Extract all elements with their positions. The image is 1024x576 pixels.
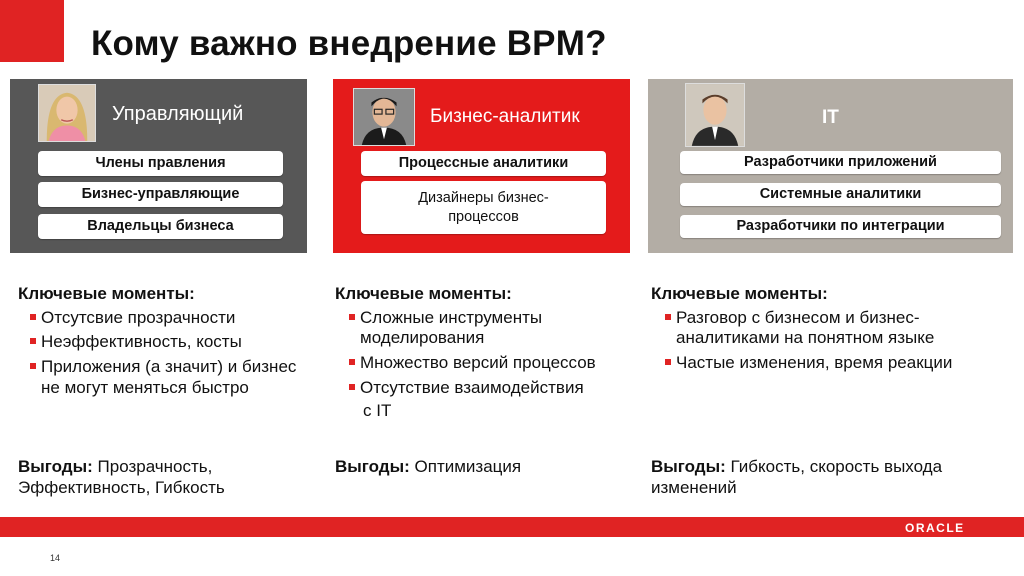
panel-manager	[10, 79, 307, 253]
bullet-icon	[30, 314, 36, 320]
analyst-item-process-analysts: Процессные аналитики	[361, 151, 606, 176]
list-item	[335, 308, 640, 349]
analyst-photo	[353, 88, 415, 146]
list-item	[335, 378, 640, 399]
analyst-role-label: Бизнес-аналитик	[430, 106, 580, 127]
list-item	[651, 308, 1016, 349]
manager-item-business-managers: Бизнес-управляющие	[38, 182, 283, 207]
bullet-icon	[349, 359, 355, 365]
slide-title: Кому важно внедрение BPM?	[91, 24, 607, 63]
bullet-icon	[349, 384, 355, 390]
key-points-heading: Ключевые моменты:	[18, 284, 195, 303]
footer-bar	[0, 517, 1024, 537]
it-item-app-developers: Разработчики приложений	[680, 151, 1001, 174]
benefit-analyst	[335, 456, 635, 477]
key-points-it	[651, 284, 1016, 378]
panel-business-analyst	[333, 79, 630, 253]
list-item-text: Разговор с бизнесом и бизнес-аналитиками на понятном языке	[676, 307, 935, 348]
list-continuation: с IT	[363, 400, 392, 420]
oracle-logo: ORACLE	[905, 521, 965, 535]
list-item-text: Неэффективность, косты	[41, 332, 242, 352]
manager-item-board: Члены правления	[38, 151, 283, 176]
man-portrait-icon	[686, 84, 744, 146]
list-item-text: Отсутствие взаимодействия	[360, 377, 584, 397]
page-number: 14	[50, 553, 61, 563]
list-item-text: Множество версий процессов	[360, 353, 596, 373]
analyst-item-process-designers	[361, 181, 606, 234]
benefit-it	[651, 456, 1016, 499]
benefit-label: Выгоды:	[651, 457, 726, 476]
list-item-text: Отсутсвие прозрачности	[41, 307, 236, 327]
key-points-heading: Ключевые моменты:	[651, 284, 828, 303]
benefit-label: Выгоды:	[18, 457, 93, 476]
bullet-icon	[665, 314, 671, 320]
manager-item-business-owners: Владельцы бизнеса	[38, 214, 283, 239]
list-item	[651, 353, 1016, 374]
list-item-text: Частые изменения, время реакции	[676, 353, 953, 373]
woman-portrait-icon	[39, 85, 95, 141]
benefit-text: Оптимизация	[414, 457, 522, 476]
it-photo	[685, 83, 745, 147]
it-item-system-analysts: Системные аналитики	[680, 183, 1001, 206]
bullet-icon	[30, 338, 36, 344]
list-item-text: Сложные инструменты моделирования	[360, 307, 543, 348]
list-item	[335, 353, 640, 374]
list-item	[18, 308, 308, 329]
bullet-icon	[30, 363, 36, 369]
it-role-label: IT	[822, 107, 839, 128]
benefit-text: Прозрачность, Эффективность, Гибкость	[18, 457, 225, 498]
benefit-label: Выгоды:	[335, 457, 410, 476]
bullet-icon	[665, 359, 671, 365]
manager-photo	[38, 84, 96, 142]
key-points-manager	[18, 284, 308, 403]
benefit-text: Гибкость, скорость выхода изменений	[651, 457, 943, 498]
benefit-manager	[18, 456, 308, 499]
man-portrait-glasses-icon	[354, 89, 414, 145]
panel-it	[648, 79, 1013, 253]
list-item	[18, 357, 308, 398]
manager-role-label: Управляющий	[112, 103, 244, 125]
key-points-heading: Ключевые моменты:	[335, 284, 512, 303]
bullet-icon	[349, 314, 355, 320]
corner-accent-block	[0, 0, 64, 62]
analyst-item-process-designers-label: Дизайнеры бизнес-процессов	[418, 190, 549, 225]
list-item-text: Приложения (а значит) и бизнес не могут меняться быстро	[41, 357, 297, 397]
it-item-integration-developers: Разработчики по интеграции	[680, 215, 1001, 238]
key-points-analyst	[335, 284, 640, 421]
list-item	[18, 332, 308, 353]
